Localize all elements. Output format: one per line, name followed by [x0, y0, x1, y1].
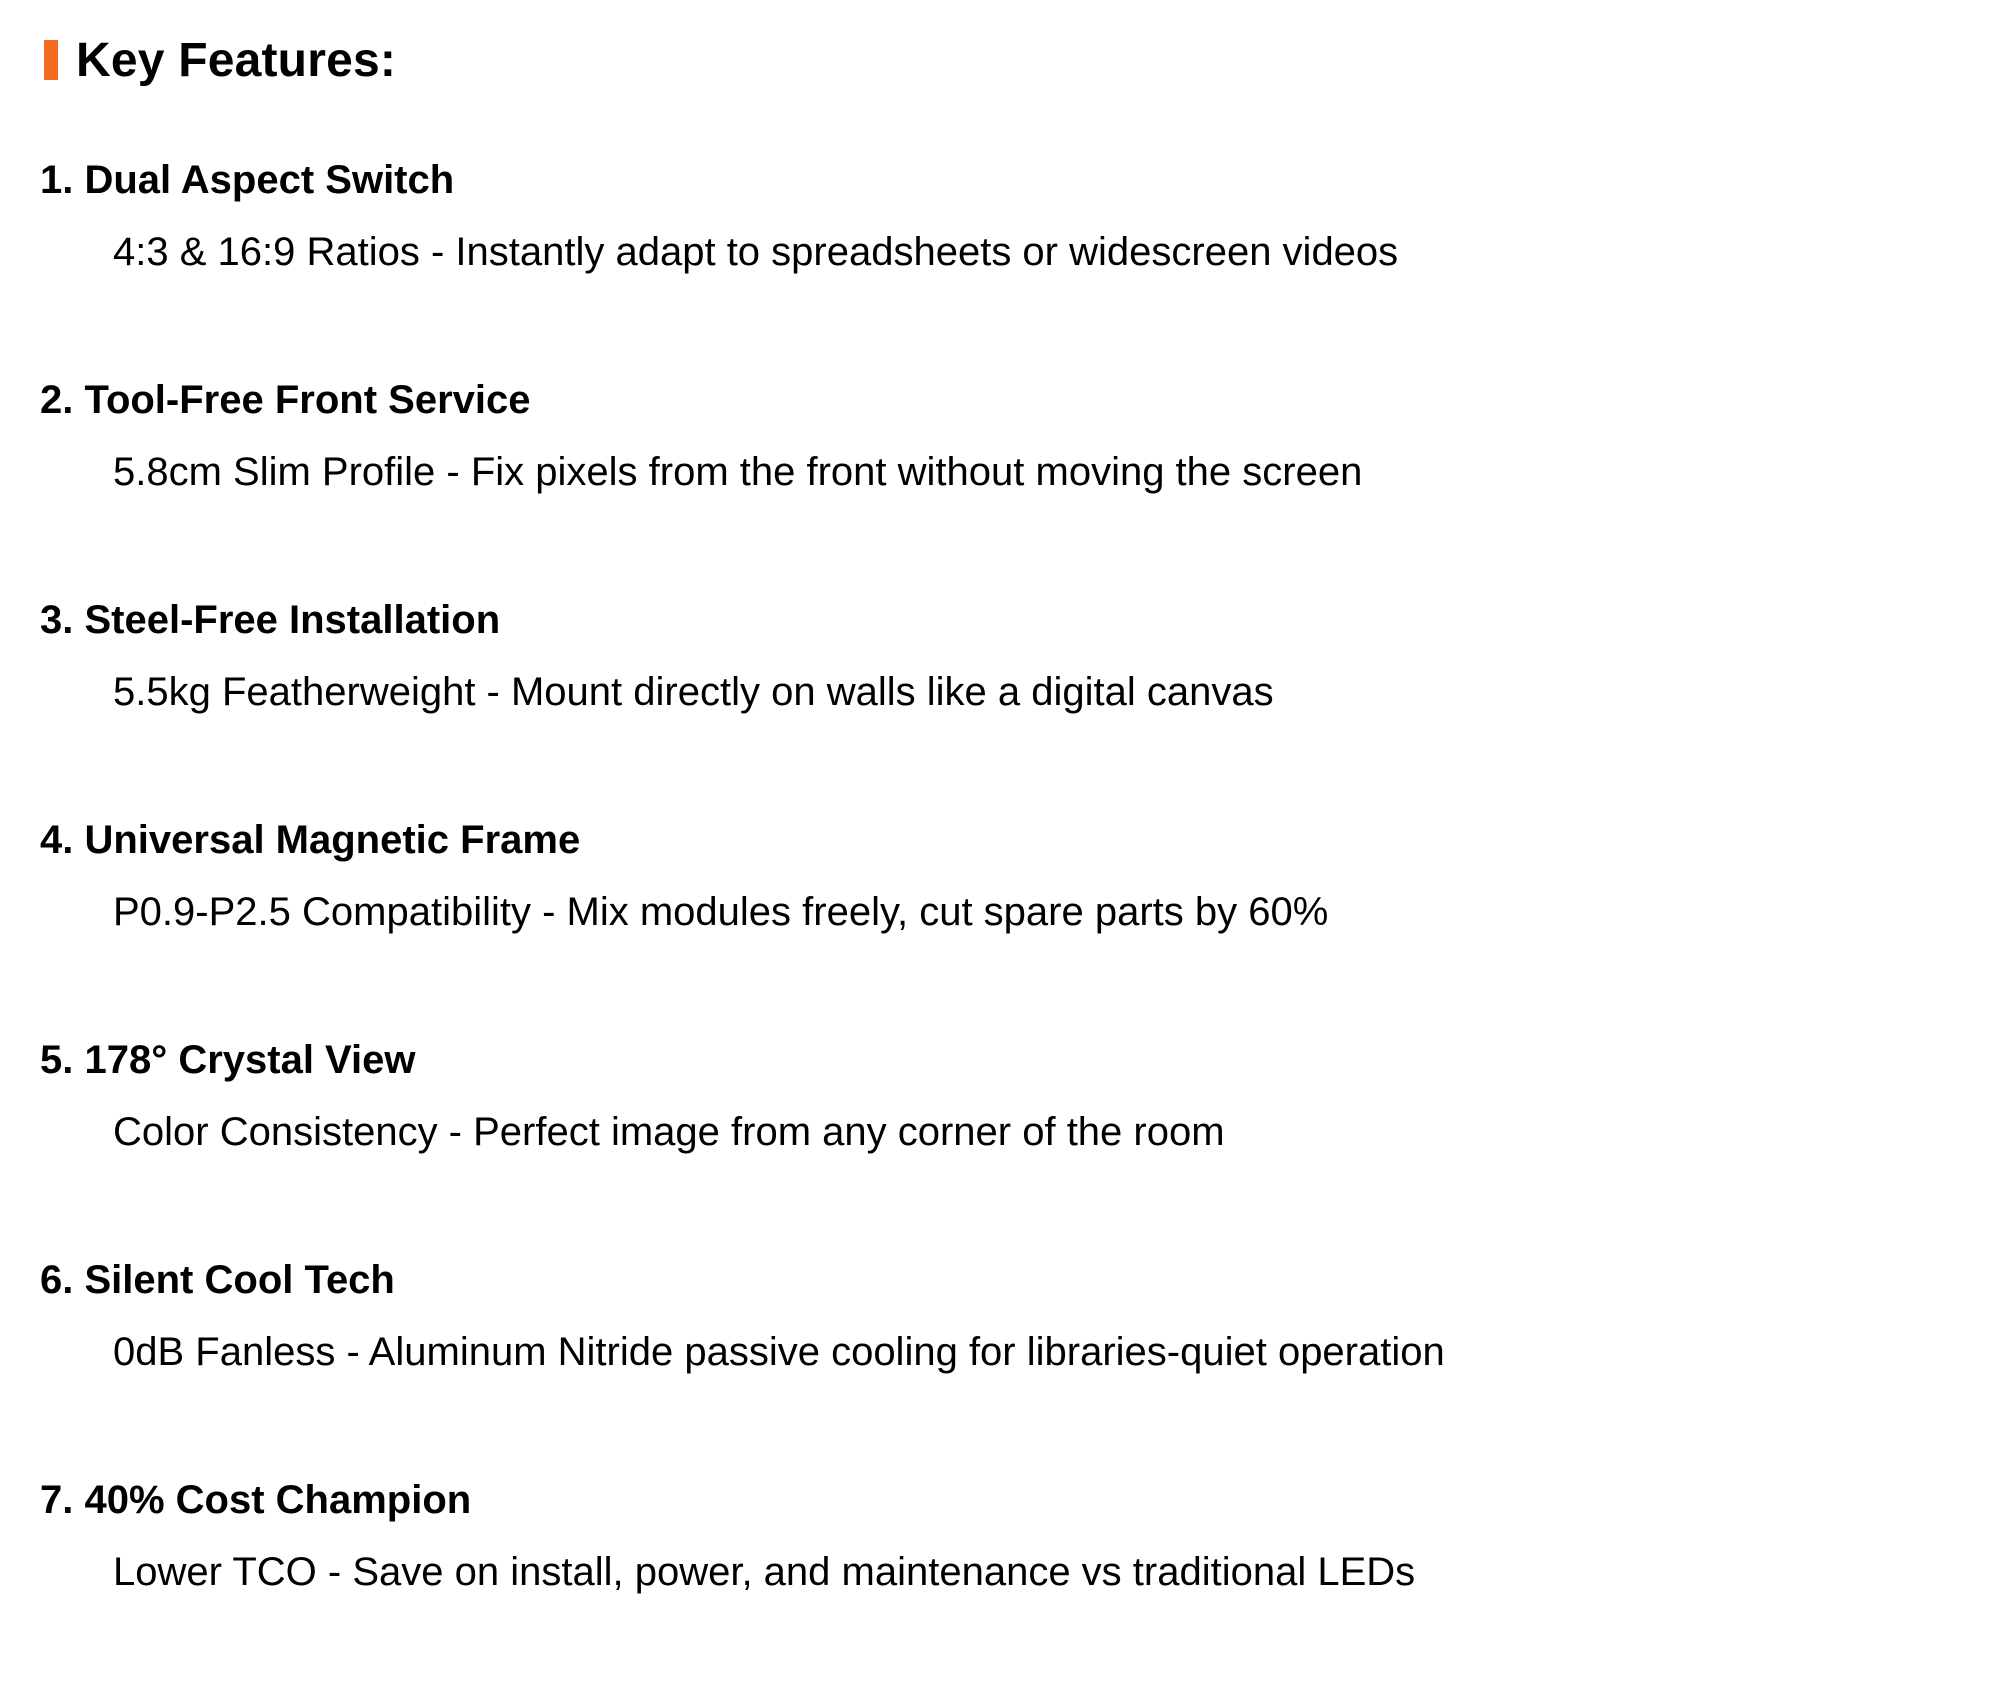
feature-title: 7. 40% Cost Champion — [40, 1478, 472, 1522]
section-title: Key Features: — [76, 33, 397, 87]
feature-description: 5.5kg Featherweight - Mount directly on walls like a digital canvas — [113, 670, 1274, 714]
feature-title: 2. Tool-Free Front Service — [40, 378, 531, 422]
feature-title: 3. Steel-Free Installation — [40, 598, 501, 642]
feature-description: Color Consistency - Perfect image from any corner of the room — [113, 1110, 1225, 1154]
feature-description: Lower TCO - Save on install, power, and maintenance vs traditional LEDs — [113, 1550, 1416, 1594]
feature-item-3 — [40, 590, 1940, 810]
feature-title: 4. Universal Magnetic Frame — [40, 818, 581, 862]
accent-bar — [44, 40, 58, 80]
feature-item-4 — [40, 810, 1940, 1030]
feature-description: 0dB Fanless - Aluminum Nitride passive cooling for libraries-quiet operation — [113, 1330, 1445, 1374]
feature-description: P0.9-P2.5 Compatibility - Mix modules freely, cut spare parts by 60% — [113, 890, 1329, 934]
feature-item-1 — [40, 150, 1940, 370]
feature-list — [40, 150, 1940, 1690]
section-heading — [44, 30, 396, 90]
feature-description: 4:3 & 16:9 Ratios - Instantly adapt to spreadsheets or widescreen videos — [113, 230, 1399, 274]
feature-title: 5. 178° Crystal View — [40, 1038, 416, 1082]
feature-description: 5.8cm Slim Profile - Fix pixels from the front without moving the screen — [113, 450, 1363, 494]
feature-item-5 — [40, 1030, 1940, 1250]
feature-item-2 — [40, 370, 1940, 590]
feature-title: 6. Silent Cool Tech — [40, 1258, 395, 1302]
feature-item-7 — [40, 1470, 1940, 1690]
feature-item-6 — [40, 1250, 1940, 1470]
feature-title: 1. Dual Aspect Switch — [40, 158, 455, 202]
